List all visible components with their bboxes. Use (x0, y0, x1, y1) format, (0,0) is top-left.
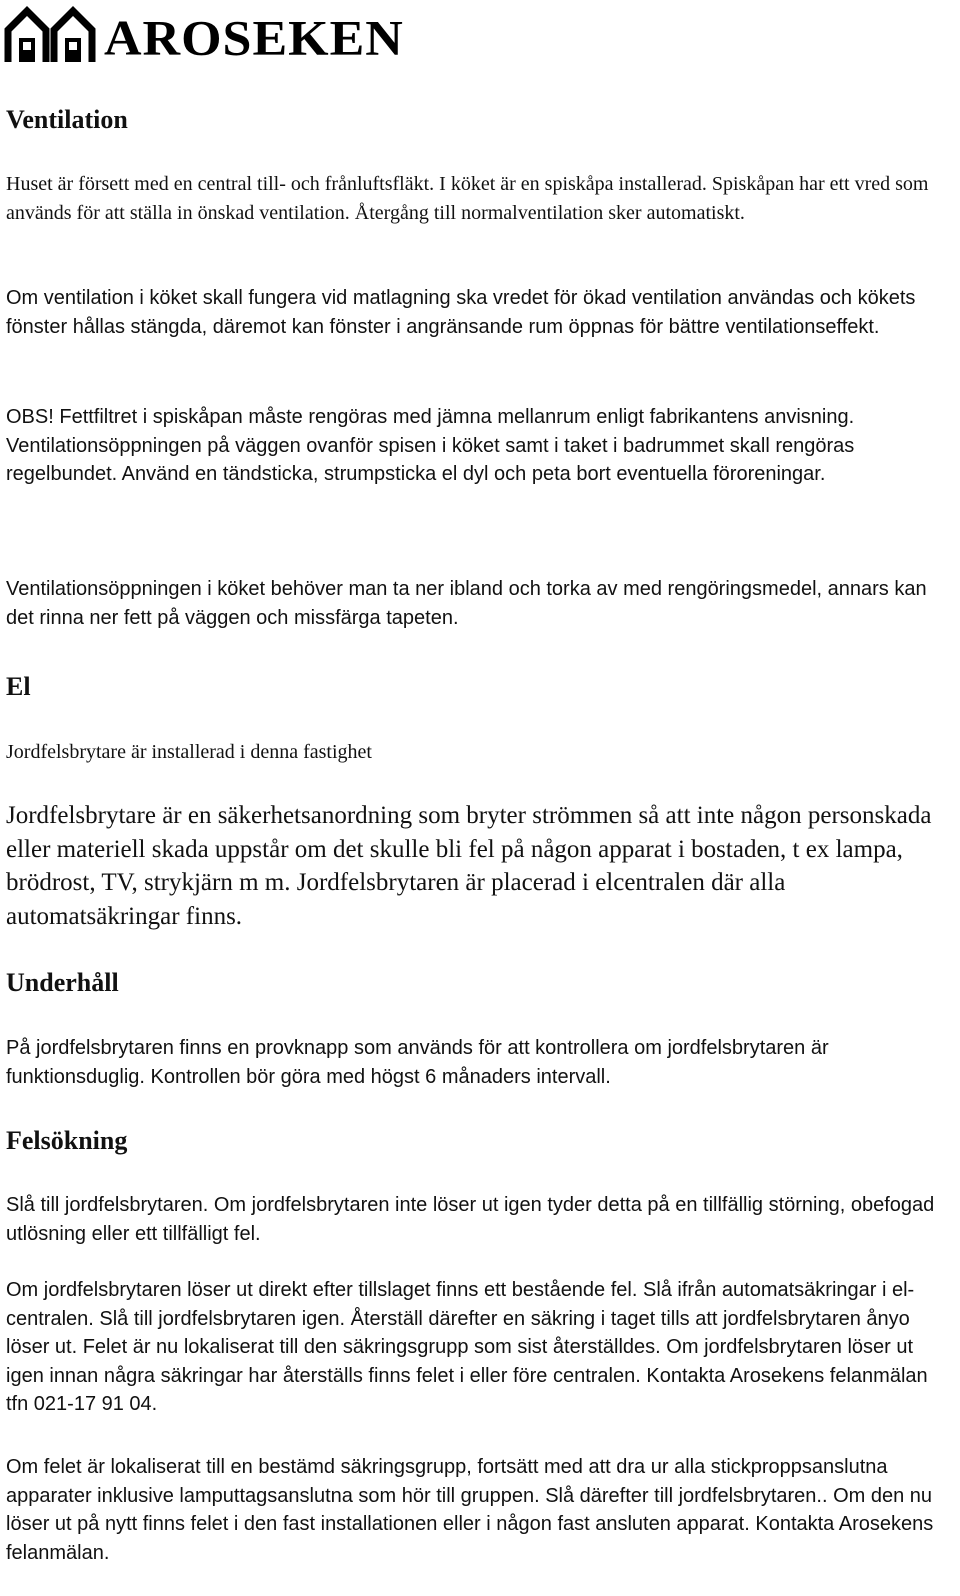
el-paragraph-2: Jordfelsbrytare är en säkerhetsanordning som bryter strömmen så att inte någon personskada eller materiell skada uppstår om det skulle bli fel på någon apparat i bostaden, t ex lampa, brödrost, TV, strykjärn m m. Jordfelsbrytaren är placerad i elcentralen där alla automatsäkringar finns. (6, 802, 932, 930)
logo-wordmark: AROSEKEN (104, 11, 404, 67)
felsokning-paragraph-2: Om jordfelsbrytaren löser ut direkt efter tillslaget finns ett bestående fel. Slå ifrån automatsäkringar i el-centralen. Slå till jordfelsbrytaren igen. Återställ därefter en säkring i taget tills att jordfelsbrytaren ånyo löser ut. Felet är nu lokaliserat till den säkringsgrupp som sist återställdes. Om jordfelsbrytaren löser ut igen innan några säkringar har återställs finns felet i eller före centralen. Kontakta Arosekens felanmälan tfn 021-17 91 04. (6, 1279, 928, 1415)
ventilation-paragraph-2: Om ventilation i köket skall fungera vid matlagning ska vredet för ökad ventilation användas och kökets fönster hållas stängda, däremot kan fönster i angränsande rum öppnas för bättre ventilationseffekt. (6, 287, 916, 338)
company-logo (4, 2, 404, 66)
two-houses-logo-icon (4, 4, 96, 66)
ventilation-paragraph-4: Ventilationsöppningen i köket behöver man ta ner ibland och torka av med rengöringsmedel, annars kan det rinna ner fett på väggen och missfärga tapeten. (6, 578, 927, 629)
underhall-paragraph-1: På jordfelsbrytaren finns en provknapp som används för att kontrollera om jordfelsbrytaren är funktionsduglig. Kontrollen bör göra med högst 6 månaders intervall. (6, 1037, 829, 1088)
heading-ventilation: Ventilation (6, 105, 128, 134)
heading-el: El (6, 672, 31, 701)
heading-felsokning: Felsökning (6, 1126, 128, 1155)
heading-underhall: Underhåll (6, 968, 119, 997)
el-paragraph-1: Jordfelsbrytare är installerad i denna fastighet (6, 741, 372, 763)
felsokning-paragraph-3: Om felet är lokaliserat till en bestämd säkringsgrupp, fortsätt med att dra ur alla stickproppsanslutna apparater inklusive lamputtagsanslutna som hör till gruppen. Slå därefter till jordfelsbrytaren.. Om den nu löser ut på nytt finns felet i den fast installationen eller i någon fast ansluten apparat. Kontakta Arosekens felanmälan. (6, 1456, 934, 1564)
ventilation-paragraph-1: Huset är försett med en central till- och frånluftsfläkt. I köket är en spiskåpa installerad. Spiskåpan har ett vred som används för att ställa in önskad ventilation. Återgång till normalventilation sker automatiskt. (6, 173, 929, 224)
felsokning-paragraph-1: Slå till jordfelsbrytaren. Om jordfelsbrytaren inte löser ut igen tyder detta på en tillfällig störning, obefogad utlösning eller ett tillfälligt fel. (6, 1194, 935, 1245)
ventilation-paragraph-3: OBS! Fettfiltret i spiskåpan måste rengöras med jämna mellanrum enligt fabrikantens anvisning. Ventilationsöppningen på väggen ovanför spisen i köket samt i taket i badrummet skall rengöras regelbundet. Använd en tändsticka, strumpsticka el dyl och peta bort eventuella föroreningar. (6, 406, 855, 485)
